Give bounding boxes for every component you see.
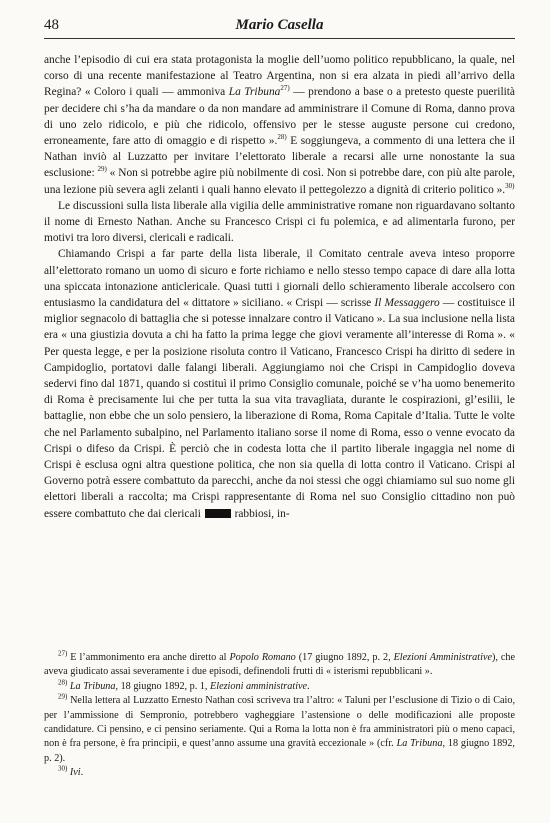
- running-head-author: Mario Casella: [235, 17, 324, 33]
- footnote-30: $^{30)}$ Ivi.: [58, 764, 84, 779]
- page-header: [44, 14, 515, 39]
- body-paragraph: anche l’episodio di cui era stata protagonista la moglie dell’uomo politico repubblicano, la quale, nel corso di una recente manifestazione al Teatro Argentina, non si era alzata in piedi all’arrivo della Regina? « Coloro i quali — ammoniva La Tribuna$^{27)}$ — prendono a base o a pretesto queste puerilità per decidere chi s’ha da mandare o da non mandare ad amministrare il Comune di Roma, danno prova di uno zelo ridicolo, e più che ridicolo, offensivo per le stesse auguste persone cui credono, erroneamente, fare atto di omaggio e di rispetto ».$^{28)}$ E soggiungeva, a commento di una lettera che il Nathan inviò al Luzzatto per invitare l’elettorato liberale a recarsi alle urne nonostante la sua esclusione: $^{29)}$ « Non si potrebbe agire più nobilmente di così. Non si potrebbe dare, con più alte parole, una lezione più severa agli zelanti i quali hanno elevato il pettegolezzo a dignità di criterio politico ».$^{30)}$: [44, 54, 516, 196]
- footnotes: [44, 651, 515, 781]
- redaction-mark: [205, 509, 231, 518]
- page-number: 48: [44, 17, 59, 33]
- body-paragraph: Chiamando Crispi a far parte della lista liberale, il Comitato centrale aveva inteso proporre all’elettorato romano un uomo di sicuro e forte richiamo e nello stesso tempo capace di dare alla lotta una spiccata intonazione anticlericale. Quasi tutti i giornali dello schieramento liberale accolsero con entusiasmo la candidatura del « dittatore » siciliano. « Crispi — scrisse Il Messaggero — costituisce il miglior segnacolo di battaglia che si potesse innalzare contro il Vaticano ». La sua inclusione nella lista era « una giustizia dovuta a chi ha fatto la prima legge che giovi veramente all’interesse di Roma ». « Per questa legge, e per la posizione risoluta contro il Vaticano, Francesco Crispi ha diritto di sedere in Campidoglio, portatovi dalle falangi liberali. Aggiungiamo noi che Crispi in Campidoglio doveva sedervi fino dal 1871, quando si costituì il primo Consiglio comunale, poiché se v’ha uomo benemerito di Roma è precisamente lui che per tutta la sua vita travagliata, durante le cospirazioni, gl’esilii, le battaglie, non ebbe che un solo pensiero, la liberazione di Roma, Roma Capitale d’Italia. Tutte le volte che nel Parlamento subalpino, nel Parlamento italiano sorse il nome di Roma, esso o venne evocato da Crispi o difeso da Crispi. È perciò che in codesta lotta che il partito liberale ingaggia nel nome di Crispi è esclusa ogni altra questione politica, che non sia quella di lotta contro il Vaticano. Crispi al Governo potrà essere combattuto da parecchi, anche da noi stessi che oggi chiamiamo sul suo nome gli elettori liberali a raccolta; ma Crispi rappresentante di Roma nel suo Consiglio cittadino non può essere combattuto che dai clericali rabbiosi, in-: [44, 248, 515, 520]
- body-paragraph: Le discussioni sulla lista liberale alla vigilia delle amministrative romane non riguardavano soltanto il nome di Ernesto Nathan. Anche su Francesco Crispi ci fu polemica, e ad alimentarla furono, per motivi tra loro diversi, clericali e radicali.: [44, 199, 515, 245]
- main-text: [44, 52, 515, 522]
- footnote-27: $^{27)}$ E l’ammonimento era anche diretto al Popolo Romano (17 giugno 1892, p. 2, Elezioni Amministrative), che aveva giudicato assai severamente i due episodi, definendoli frutti di « isterismi repubblicani ».: [44, 649, 516, 678]
- footnote-29: $^{29)}$ Nella lettera al Luzzatto Ernesto Nathan così scriveva tra l’altro: « Taluni per l’esclusione di Tizio o di Caio, per l’ammissione di Sempronio, potrebbero vagheggiare l’astensione o delle modificazioni alle proposte candidature. Ci pensino, e ci pensino seriamente. Qui a Roma la lotta non è fra amministratori più o meno capaci, non è fra persone, è fra principii, e quest’anno assume una gravità eccezionale » (cfr. La Tribuna, 18 giugno 1892, p. 2).: [44, 692, 515, 764]
- footnote-28: $^{28)}$ La Tribuna, 18 giugno 1892, p. 1, Elezioni amministrative.: [58, 678, 310, 692]
